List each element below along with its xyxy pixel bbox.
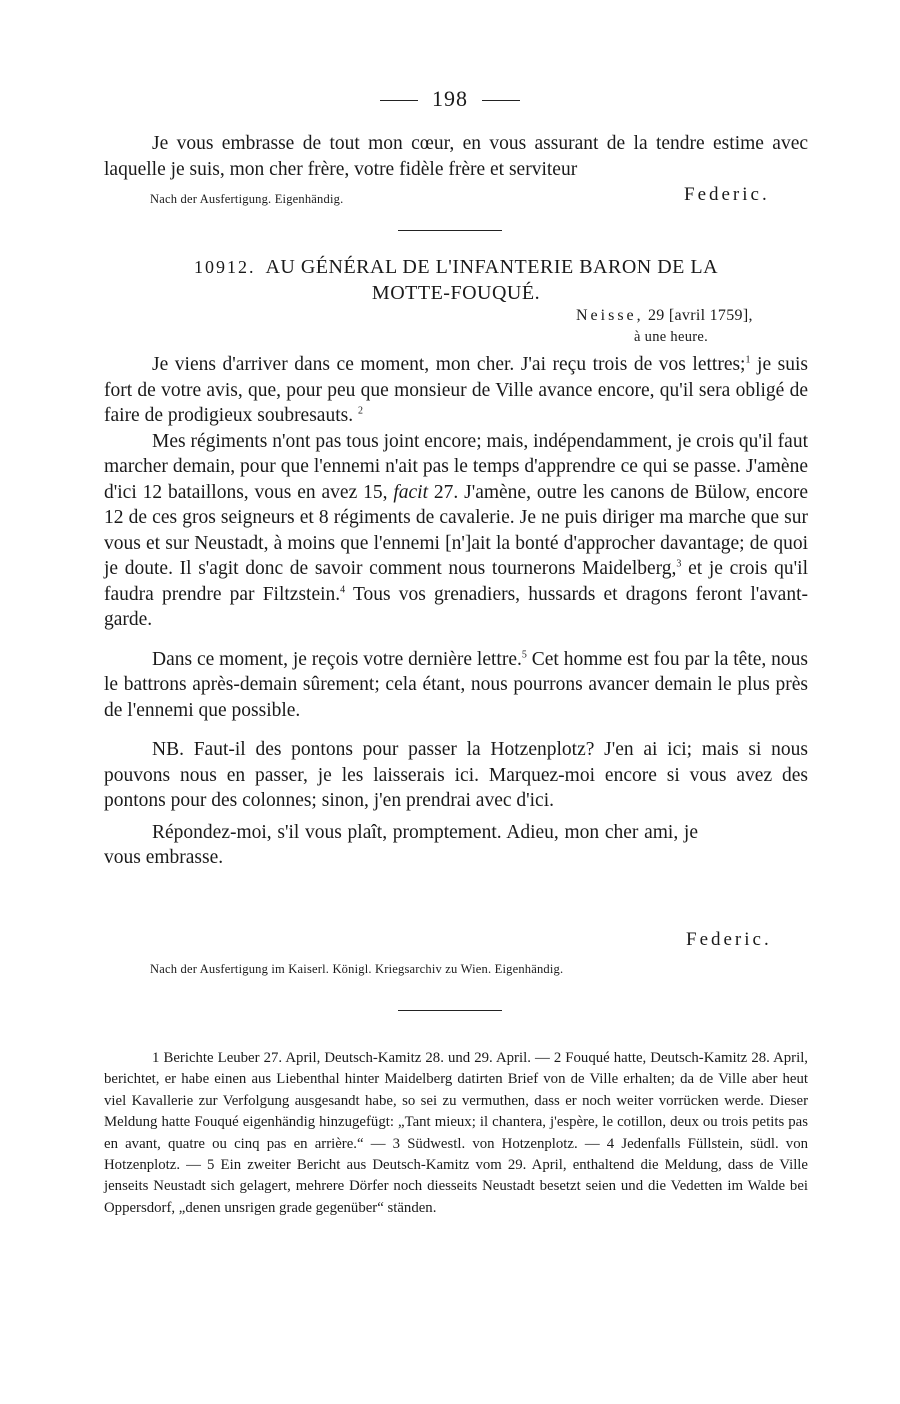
previous-letter-closing bbox=[104, 131, 808, 182]
letter-heading bbox=[104, 254, 808, 306]
previous-letter-source-note: Nach der Ausfertigung. Eigenhändig. bbox=[150, 192, 344, 206]
footnote-ref-3: 3 bbox=[676, 558, 682, 570]
letter-title-line2: MOTTE-FOUQUÉ. bbox=[371, 282, 541, 304]
p1-text-a: Je viens d'arriver dans ce moment, mon cher. J'ai reçu trois de vos lettres; bbox=[152, 354, 746, 375]
letter-paragraph-4: NB. Faut-il des pontons pour passer la Hotzenplotz? J'en ai ici; mais si nous pouvons nous en passer, je les laisserais ici. Marquez-moi encore si vous avez des pontons pour des colonnes; sinon, j'en prendrai avec d'ici. bbox=[104, 739, 808, 811]
page-number-right-dash bbox=[482, 100, 520, 101]
letter-place: Neisse, bbox=[576, 307, 644, 324]
footnotes bbox=[104, 1048, 808, 1219]
footnotes-text: 1 Berichte Leuber 27. April, Deutsch-Kamitz 28. und 29. April. — 2 Fouqué hatte, Deutsch-Kamitz 28. April, berichtet, er habe einen aus Liebenthal hinter Maidelberg datirten Brief von de Ville erhalten; da de Ville aber heut viel Kavallerie zur Verfolgung ausgesandt habe, so sei zu vermuthen, dass er noch weiter vorrücken werde. Dieser Meldung hatte Fouqué eigenhändig hinzugefügt: „Tant mieux; il chantera, j'espère, le cotillon, deux ou trois petits pas en avant, quatre ou cinq pas en arrière.“ — 3 Südwestl. von Hotzenplotz. — 4 Jedenfalls Füllstein, südl. von Hotzenplotz. — 5 Ein zweiter Bericht aus Deutsch-Kamitz vom 29. April, enthaltend die Meldung, dass de Ville jenseits Neustadt sich gelagert, mehrere Dörfer noch diesseits Neustadt besetzt seien und die Vedetten im Walde bei Oppersdorf, „denen unsrigen grade gegenüber“ ständen. bbox=[104, 1050, 808, 1216]
letter-paragraph-5: Répondez-moi, s'il vous plaît, promptement. Adieu, mon cher ami, je vous embrasse. bbox=[104, 821, 698, 868]
previous-letter-signature: Federic. bbox=[684, 184, 770, 205]
footnote-ref-4: 4 bbox=[340, 584, 346, 595]
p3-text-a: Dans ce moment, je reçois votre dernière lettre. bbox=[152, 648, 522, 670]
footnote-ref-1: 1 bbox=[745, 354, 751, 366]
footnote-ref-5: 5 bbox=[521, 649, 527, 660]
p3-text-b: Cet homme est fou par la tête, nous le battrons après-demain sûrement; cela étant, nous pourrons avancer demain le plus près de l'ennemi que possible. bbox=[104, 648, 809, 721]
letter-number: 10912. bbox=[193, 257, 256, 277]
p2-text-d: Tous vos grenadiers, hussards et dragons feront l'avant-garde. bbox=[104, 583, 808, 630]
section-divider bbox=[398, 230, 502, 231]
letter-body bbox=[104, 352, 808, 871]
closing-paragraph: Je vous embrasse de tout mon cœur, en vous assurant de la tendre estime avec laquelle je suis, mon cher frère, votre fidèle frère et serviteur bbox=[104, 133, 808, 180]
letter-paragraph-3 bbox=[104, 647, 808, 724]
letter-signature: Federic. bbox=[686, 929, 772, 950]
letter-source-note: Nach der Ausfertigung im Kaiserl. Königl. Kriegsarchiv zu Wien. Eigenhändig. bbox=[150, 962, 564, 976]
letter-time: à une heure. bbox=[634, 329, 709, 345]
page-number-left-dash bbox=[380, 100, 418, 101]
page-number-value: 198 bbox=[432, 86, 468, 111]
p2-text-a: Mes régiments n'ont pas tous joint encore; mais, indépendamment, je crois qu'il faut marcher demain, pour que l'ennemi n'ait pas le temps d'apprendre ce qui se passe. J'amène d'ici 12 bataillons, vous en avez 15, bbox=[104, 430, 808, 503]
footnote-ref-2: 2 bbox=[357, 405, 363, 417]
p2-text-b: 27. J'amène, outre les canons de Bülow, encore 12 de ces gros seigneurs et 8 régiments de cavalerie. Je ne puis diriger ma marche que sur vous et sur Neustadt, à moins que l'ennemi [n']ait la bonté d'approcher davantage; de quoi je doute. Il s'agit donc de savoir comment nous tournerons Maidelberg, bbox=[104, 481, 808, 579]
page-number bbox=[0, 86, 900, 112]
letter-paragraph-1 bbox=[104, 352, 808, 429]
footnote-divider bbox=[398, 1010, 502, 1011]
letter-paragraph-2 bbox=[104, 429, 808, 633]
letter-date: 29 [avril 1759], bbox=[647, 307, 753, 324]
p2-text-c: et je crois qu'il faudra prendre par Filtzstein. bbox=[104, 558, 808, 605]
letter-place-date bbox=[576, 307, 753, 325]
letter-title-line1: AU GÉNÉRAL DE L'INFANTERIE BARON DE LA bbox=[265, 256, 719, 278]
p1-text-b: je suis fort de votre avis, que, pour peu que monsieur de Ville avance encore, qu'il sera obligé de faire de prodigieux soubresauts. bbox=[104, 354, 808, 426]
p2-facit: facit bbox=[393, 481, 428, 503]
